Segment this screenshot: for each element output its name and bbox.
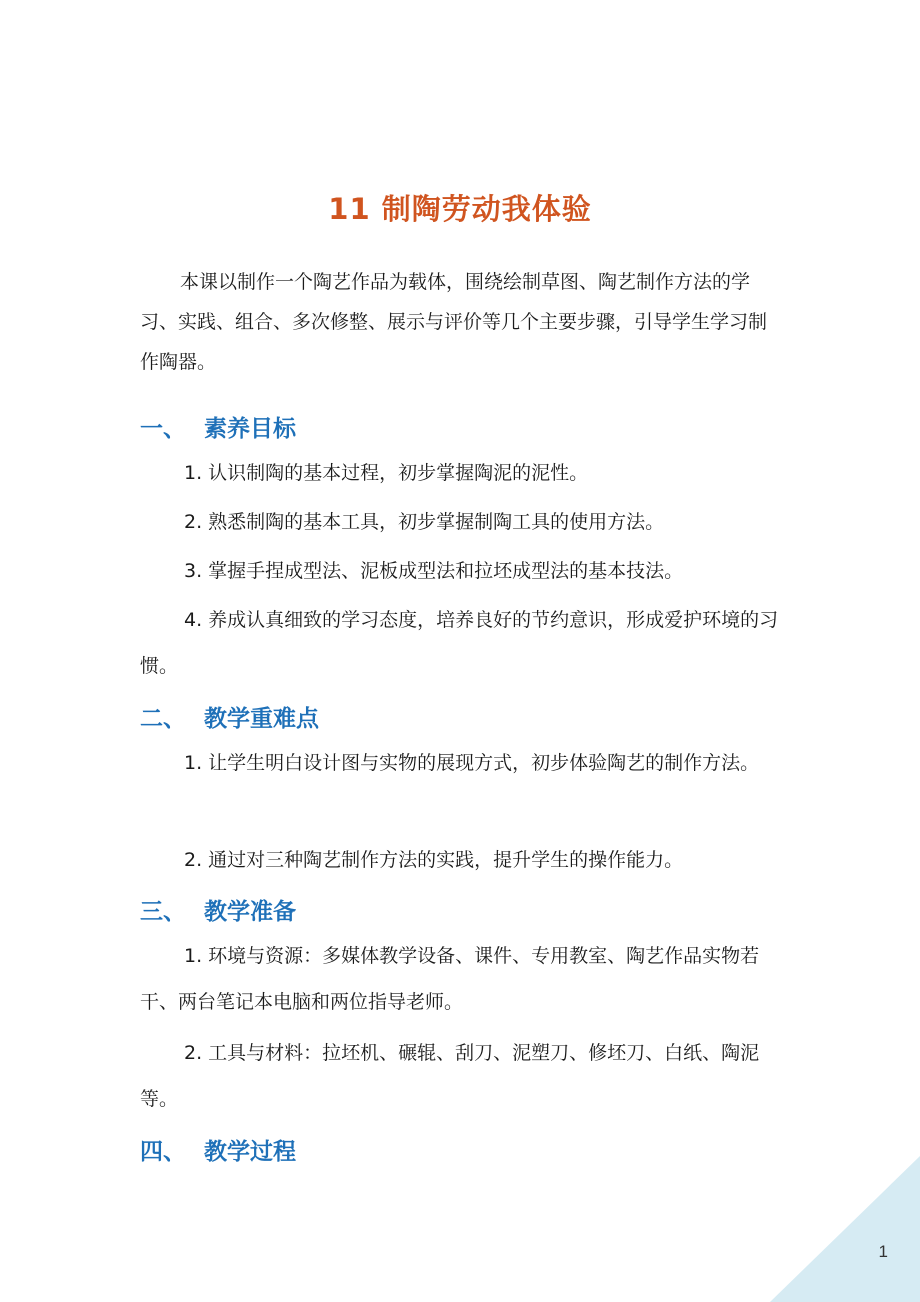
corner-decoration — [770, 1156, 920, 1302]
list-item: 3. 掌握手捏成型法、泥板成型法和拉坯成型法的基本技法。 — [184, 560, 684, 582]
list-item: 1. 让学生明白设计图与实物的展现方式，初步体验陶艺的制作方法。 — [184, 752, 760, 774]
section-number: 二、 — [140, 706, 186, 732]
intro-paragraph: 本课以制作一个陶艺作品为载体，围绕绘制草图、陶艺制作方法的学习、实践、组合、多次修整、展示与评价等几个主要步骤，引导学生学习制作陶器。 — [140, 271, 768, 373]
list-item: 4. 养成认真细致的学习态度，培养良好的节约意识，形成爱护环境的习惯。 — [140, 609, 779, 677]
section-number: 一、 — [140, 416, 186, 442]
section-heading-process — [140, 1133, 296, 1166]
page-number: 1 — [878, 1242, 888, 1261]
section-title: 教学准备 — [204, 899, 296, 925]
section-title: 素养目标 — [204, 416, 296, 442]
section-number: 三、 — [140, 899, 186, 925]
list-item: 2. 工具与材料：拉坯机、碾辊、刮刀、泥塑刀、修坯刀、白纸、陶泥等。 — [140, 1042, 760, 1110]
section-heading-key-points — [140, 700, 319, 733]
section-heading-preparation — [140, 893, 296, 926]
section-title: 教学过程 — [204, 1139, 296, 1165]
section-heading-goals — [140, 410, 296, 443]
page-title: 11 制陶劳动我体验 — [328, 192, 592, 227]
list-item: 2. 熟悉制陶的基本工具，初步掌握制陶工具的使用方法。 — [184, 511, 665, 533]
list-item: 2. 通过对三种陶艺制作方法的实践，提升学生的操作能力。 — [184, 849, 684, 871]
section-title: 教学重难点 — [204, 706, 319, 732]
list-item: 1. 认识制陶的基本过程，初步掌握陶泥的泥性。 — [184, 462, 589, 484]
section-number: 四、 — [140, 1139, 186, 1165]
list-item: 1. 环境与资源：多媒体教学设备、课件、专用教室、陶艺作品实物若干、两台笔记本电脑和两位指导老师。 — [140, 945, 760, 1013]
